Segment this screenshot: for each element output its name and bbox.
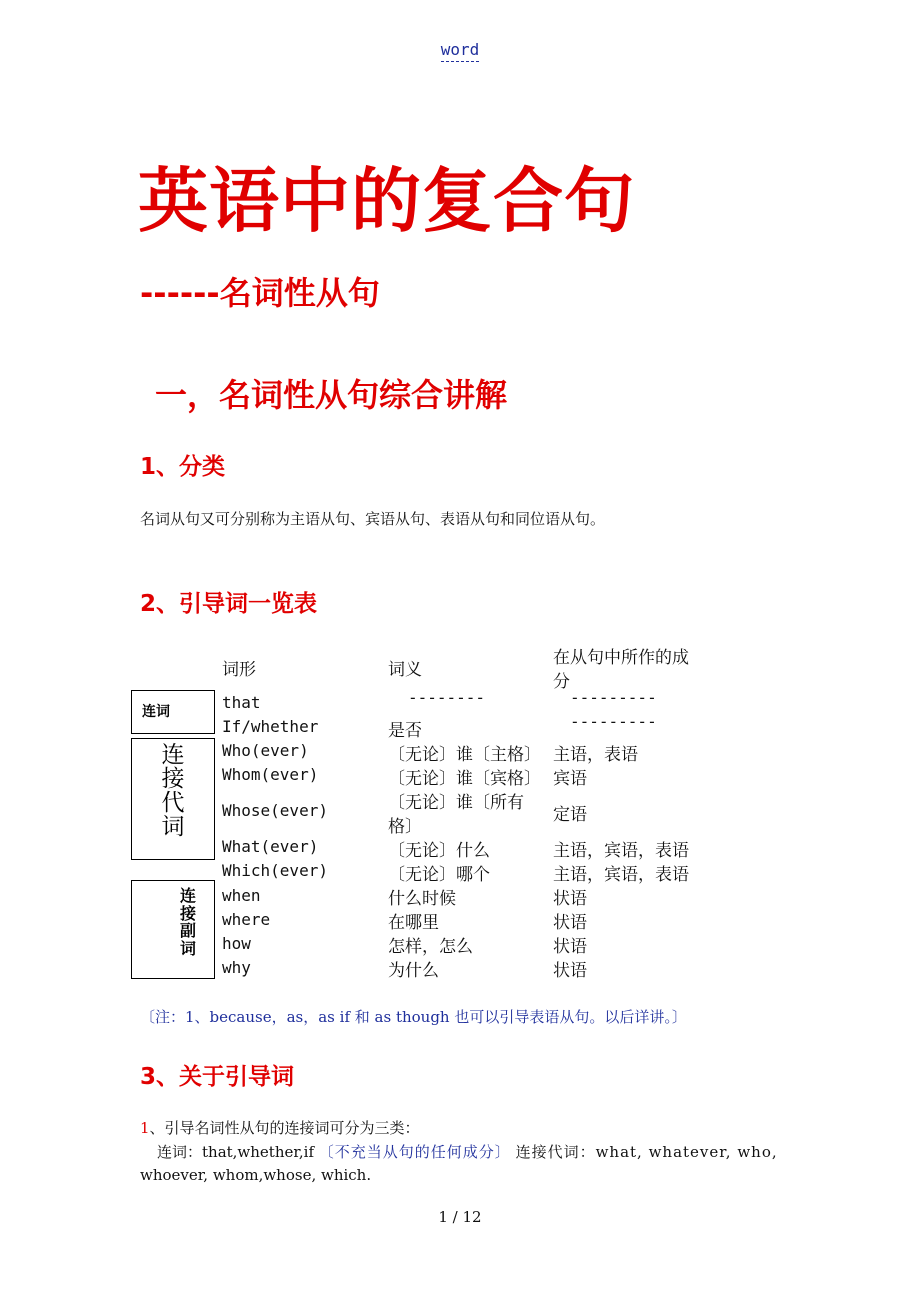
header-link-text[interactable]: word bbox=[441, 40, 480, 62]
table-cell-role: 状语 bbox=[553, 889, 587, 909]
table-cell-word: how bbox=[222, 934, 251, 953]
table-cell-word: Whose(ever) bbox=[222, 801, 328, 820]
group-label-char: 连 bbox=[161, 742, 185, 768]
table-cell-role: 状语 bbox=[553, 913, 587, 933]
table-cell-word: that bbox=[222, 693, 261, 712]
table-cell-meaning-cont: 格〕 bbox=[388, 817, 422, 837]
table-cell-role: 主语，宾语，表语 bbox=[553, 841, 689, 861]
group-label-char: 接 bbox=[179, 903, 196, 923]
intro-words-line-3: whoever, whom,whose, which. bbox=[140, 1166, 372, 1184]
col-header-role: 在从句中所作的成 bbox=[553, 648, 689, 668]
group-label-char: 代 bbox=[161, 790, 185, 817]
table-cell-role: --------- bbox=[570, 688, 657, 707]
group-label-char: 副 bbox=[179, 921, 196, 941]
group-box-lianci bbox=[131, 690, 215, 734]
table-cell-word: where bbox=[222, 910, 271, 929]
table-cell-role: --------- bbox=[570, 712, 657, 731]
table-cell-meaning: 是否 bbox=[388, 721, 422, 741]
table-cell-word: If/whether bbox=[222, 717, 319, 736]
table-cell-role: 状语 bbox=[553, 937, 587, 957]
table-cell-role: 状语 bbox=[553, 961, 587, 981]
group-box-connective-adverb bbox=[131, 880, 215, 979]
table-cell-role: 主语，宾语，表语 bbox=[553, 865, 689, 885]
header-word-link[interactable] bbox=[0, 40, 920, 59]
line-number: 1 bbox=[140, 1119, 150, 1137]
group-box-connective-pronoun bbox=[131, 738, 215, 860]
table-note: 〔注：1、because，as，as if 和 as though 也可以引导表语从句。以后详讲。〕 bbox=[140, 1008, 687, 1026]
group-label-char: 接 bbox=[161, 766, 185, 793]
group-label-char: 词 bbox=[161, 814, 185, 841]
col-header-meaning: 词义 bbox=[388, 660, 422, 680]
col-header-form: 词形 bbox=[222, 660, 256, 680]
table-cell-meaning: 〔无论〕哪个 bbox=[388, 865, 490, 885]
table-cell-meaning: -------- bbox=[408, 688, 486, 707]
intro-words-line-1 bbox=[140, 1117, 420, 1138]
table-cell-meaning: 怎样，怎么 bbox=[388, 937, 473, 957]
table-cell-role: 宾语 bbox=[553, 769, 587, 789]
table-cell-meaning: 〔无论〕谁〔主格〕 bbox=[388, 745, 541, 765]
heading-classification: 1、分类 bbox=[140, 454, 226, 480]
table-cell-word: when bbox=[222, 886, 261, 905]
table-cell-word: why bbox=[222, 958, 251, 977]
line-text: 连接代词：what, whatever, who, bbox=[515, 1143, 778, 1161]
heading-about-intro-words: 3、关于引导词 bbox=[140, 1064, 295, 1090]
group-label-char: 词 bbox=[179, 938, 196, 958]
document-title: 英语中的复合句 bbox=[138, 160, 635, 242]
table-cell-meaning: 什么时候 bbox=[388, 889, 456, 909]
document-subtitle: ------名词性从句 bbox=[140, 274, 380, 312]
heading-intro-words-table: 2、引导词一览表 bbox=[140, 591, 318, 617]
table-cell-meaning: 为什么 bbox=[388, 961, 439, 981]
line-text: 连词：that,whether,if bbox=[157, 1143, 319, 1161]
table-cell-meaning: 〔无论〕什么 bbox=[388, 841, 490, 861]
section-heading-1: 一，名词性从句综合讲解 bbox=[155, 376, 508, 414]
table-cell-word: Which(ever) bbox=[222, 861, 328, 880]
table-cell-word: Whom(ever) bbox=[222, 765, 319, 784]
line-text-blue: 〔不充当从句的任何成分〕 bbox=[318, 1143, 511, 1161]
table-cell-meaning: 〔无论〕谁〔宾格〕 bbox=[388, 769, 541, 789]
intro-words-line-2 bbox=[157, 1141, 778, 1162]
group-label-char: 连 bbox=[179, 886, 196, 905]
table-cell-meaning: 〔无论〕谁〔所有 bbox=[388, 793, 524, 813]
col-header-role-cont: 分 bbox=[553, 672, 570, 692]
table-cell-role: 主语，表语 bbox=[553, 745, 638, 765]
page-number: 1 / 12 bbox=[438, 1208, 482, 1226]
table-cell-role: 定语 bbox=[553, 805, 587, 825]
table-cell-word: Who(ever) bbox=[222, 741, 309, 760]
line-text: 、引导名词性从句的连接词可分为三类： bbox=[149, 1119, 420, 1137]
classification-text: 名词从句又可分别称为主语从句、宾语从句、表语从句和同位语从句。 bbox=[140, 510, 606, 528]
table-cell-word: What(ever) bbox=[222, 837, 319, 856]
group-label-lianci: 连词 bbox=[142, 704, 170, 720]
table-cell-meaning: 在哪里 bbox=[388, 913, 439, 933]
